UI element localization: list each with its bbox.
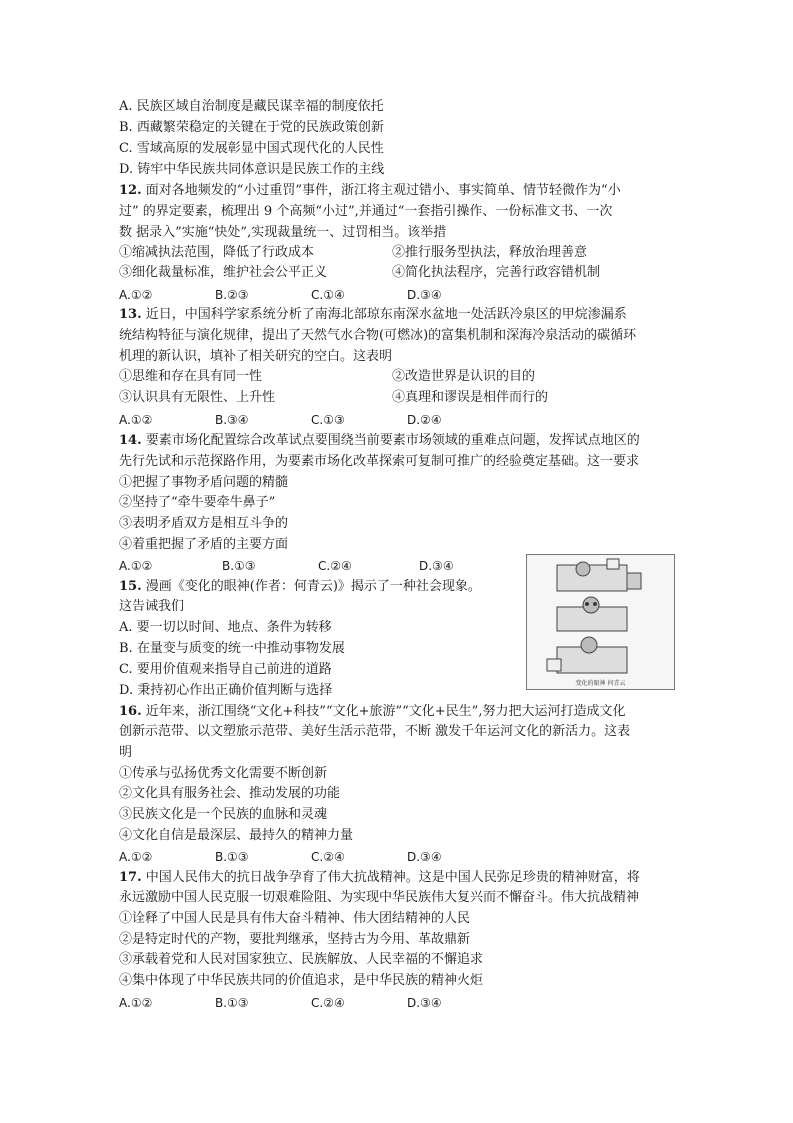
cartoon-caption: 变化的眼神 何青云 — [575, 680, 626, 687]
q16-choice-a: A.①② — [119, 850, 153, 864]
q12-item-3: ③细化裁量标准，维护社会公平正义 — [119, 265, 328, 280]
cartoon-panel-3 — [547, 637, 627, 673]
q13-stem-line-1: 13. 近日，中国科学家系统分析了南海北部琼东南深水盆地一处活跃冷泉区的甲烷渗漏系 — [119, 307, 627, 322]
q14-choice-d: D.③④ — [419, 559, 454, 573]
q13-choice-d: D.②④ — [407, 413, 442, 427]
q12-number: 12. — [119, 183, 142, 198]
q15-option-c: C. 要用价值观来指导自己前进的道路 — [119, 662, 332, 677]
q14-item-4: ④着重把握了矛盾的主要方面 — [119, 537, 289, 552]
q13-item-1: ①思维和存在具有同一性 — [119, 369, 263, 384]
q17-choice-b: B.①③ — [215, 996, 249, 1010]
q17-number: 17. — [119, 870, 142, 885]
q16-number: 16. — [119, 704, 142, 719]
q13-choice-c: C.①③ — [311, 413, 345, 427]
q16-choice-c: C.②④ — [311, 850, 345, 864]
q11-option-b: B. 西藏繁荣稳定的关键在于党的民族政策创新 — [119, 120, 384, 135]
q17-item-4: ④集中体现了中华民族共同的价值追求，是中华民族的精神火炬 — [119, 973, 484, 988]
q16-choice-d: D.③④ — [407, 850, 442, 864]
cartoon-image — [526, 554, 675, 690]
q13-choice-b: B.③④ — [215, 413, 249, 427]
q11-option-d: D. 铸牢中华民族共同体意识是民族工作的主线 — [119, 162, 385, 177]
q15-number: 15. — [119, 579, 142, 594]
q14-stem-line-1: 14. 要素市场化配置综合改革试点要围绕当前要素市场领域的重难点问题，发挥试点地区的 — [119, 433, 640, 448]
q17-stem-line-1: 17. 中国人民伟大的抗日战争孕育了伟大抗战精神。这是中国人民弥足珍贵的精神财富，将 — [119, 870, 640, 885]
q14-number: 14. — [119, 433, 142, 448]
q13-choice-a: A.①② — [119, 413, 153, 427]
q14-choice-a: A.①② — [119, 559, 153, 573]
q14-item-1: ①把握了事物矛盾问题的精髓 — [119, 475, 289, 490]
q12-choice-d: D.③④ — [407, 288, 442, 302]
q11-option-a: A. 民族区域自治制度是藏民谋幸福的制度依托 — [119, 99, 384, 114]
q17-choice-d: D.③④ — [407, 996, 442, 1010]
q17-item-1: ①诠释了中国人民是具有伟大奋斗精神、伟大团结精神的人民 — [119, 911, 471, 926]
q11-option-c: C. 雪域高原的发展彰显中国式现代化的人民性 — [119, 141, 384, 156]
cartoon-panel-2 — [557, 597, 627, 631]
q13-item-2: ②改造世界是认识的目的 — [392, 369, 536, 384]
q14-item-3: ③表明矛盾双方是相互斗争的 — [119, 516, 289, 531]
q12-item-1: ①缩减执法范围，降低了行政成本 — [119, 245, 315, 260]
q13-item-3: ③认识具有无限性、上升性 — [119, 390, 276, 405]
q15-option-d: D. 秉持初心作出正确价值判断与选择 — [119, 683, 333, 698]
q17-choice-c: C.②④ — [311, 996, 345, 1010]
q16-choice-b: B.①③ — [215, 850, 249, 864]
q16-stem-line-3: 明 — [119, 745, 133, 760]
q17-item-2: ②是特定时代的产物，要批判继承，坚持古为今用、革故鼎新 — [119, 932, 471, 947]
cartoon-illustration — [527, 555, 674, 689]
q16-item-2: ②文化具有服务社会、推动发展的功能 — [119, 786, 341, 801]
q15-option-b: B. 在量变与质变的统一中推动事物发展 — [119, 641, 345, 656]
q13-number: 13. — [119, 307, 142, 322]
q13-stem-line-2: 统结构特征与演化规律，提出了天然气水合物(可燃冰)的富集机制和深海冷泉活动的碳循环 — [119, 328, 637, 343]
q15-stem-line-1: 15. 漫画《变化的眼神(作者：何青云)》揭示了一种社会现象。 — [119, 579, 481, 594]
q12-choice-b: B.②③ — [215, 288, 249, 302]
q14-choice-c: C.②④ — [318, 559, 352, 573]
q12-item-2: ②推行服务型执法，释放治理善意 — [392, 245, 588, 260]
q12-stem-line-1: 12. 面对各地频发的“小过重罚”事件，浙江将主观过错小、事实简单、情节轻微作为“小 — [119, 183, 621, 198]
q16-stem-line-1: 16. 近年来，浙江围绕“文化+科技”“文化+旅游”“文化+民生”,努力把大运河打造成文化 — [119, 704, 626, 719]
q17-choice-a: A.①② — [119, 996, 153, 1010]
q12-choice-a: A.①② — [119, 288, 153, 302]
q12-choice-c: C.①④ — [311, 288, 345, 302]
q14-stem-line-2: 先行先试和示范探路作用，为要素市场化改革探索可复制可推广的经验奠定基础。这一要求 — [119, 454, 640, 469]
q16-item-3: ③民族文化是一个民族的血脉和灵魂 — [119, 807, 328, 822]
q13-stem-line-3: 机理的新认识，填补了相关研究的空白。这表明 — [119, 349, 393, 364]
q15-option-a: A. 要一切以时间、地点、条件为转移 — [119, 620, 332, 635]
q12-item-4: ④简化执法程序，完善行政容错机制 — [392, 265, 601, 280]
q16-item-4: ④文化自信是最深层、最持久的精神力量 — [119, 828, 354, 843]
q14-item-2: ②坚持了“牵牛要牵牛鼻子” — [119, 495, 276, 510]
q13-item-4: ④真理和谬误是相伴而行的 — [392, 390, 549, 405]
q15-stem-line-2: 这告诫我们 — [119, 599, 185, 614]
q17-item-3: ③承载着党和人民对国家独立、民族解放、人民幸福的不懈追求 — [119, 952, 484, 967]
cartoon-panel-1 — [557, 559, 641, 591]
q14-choice-b: B.①③ — [222, 559, 256, 573]
q16-item-1: ①传承与弘扬优秀文化需要不断创新 — [119, 766, 328, 781]
q17-stem-line-2: 永远激励中国人民克服一切艰难险阻、为实现中华民族伟大复兴而不懈奋斗。伟大抗战精神 — [119, 890, 640, 905]
q12-stem-line-2: 过” 的界定要素，梳理出 9 个高频“小过”,并通过“一套指引操作、一份标准文书、一次 — [119, 204, 613, 219]
q16-stem-line-2: 创新示范带、以文塑旅示范带、美好生活示范带，不断 激发千年运河文化的新活力。这表 — [119, 724, 631, 739]
q12-stem-line-3: 数 据录入”实施“快处”,实现裁量统一、过罚相当。该举措 — [119, 225, 447, 240]
